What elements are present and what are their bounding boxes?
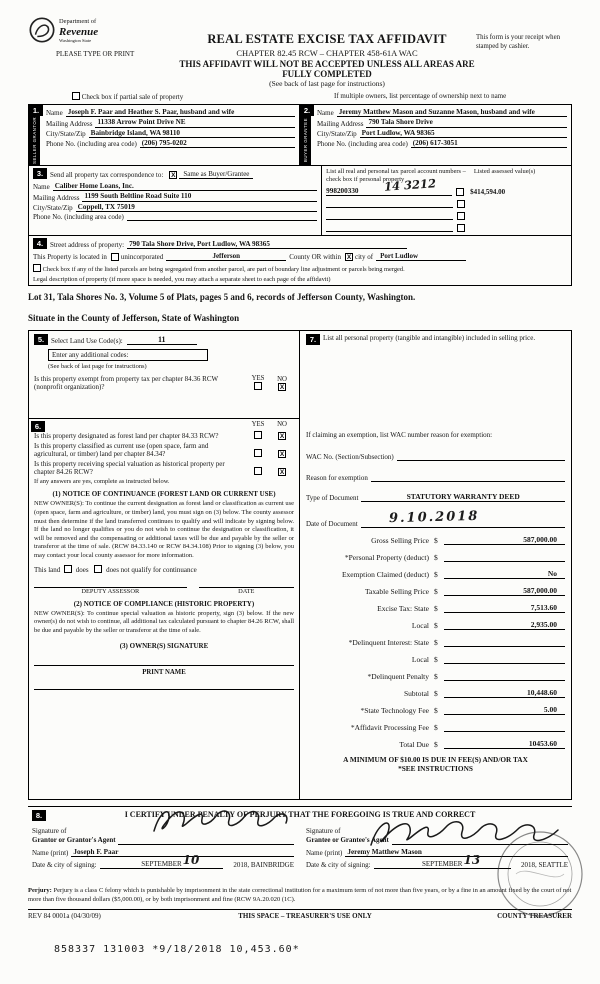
- corr-mailing-label: Mailing Address: [33, 193, 80, 202]
- grantor-signing-block: [32, 827, 306, 869]
- same-as-buyer-label: Same as Buyer/Grantee: [179, 170, 253, 179]
- dollar-sign: $: [434, 740, 438, 749]
- unincorporated-checkbox[interactable]: [111, 253, 119, 261]
- money-row: Total Due $ 10453.60: [306, 732, 565, 749]
- segregated-checkbox[interactable]: [33, 264, 41, 272]
- delinquent-interest-state-field[interactable]: [444, 637, 565, 647]
- perjury-label: Perjury:: [28, 887, 52, 894]
- title-block: [178, 16, 476, 92]
- county-treasurer-label: COUNTY TREASURER: [497, 911, 572, 920]
- legal-description-text: Lot 31, Tala Shores No. 3, Volume 5 of Plats, pages 5 and 6, records of Jefferson County, Washington.: [28, 292, 416, 302]
- money-row: Taxable Selling Price $ 587,000.00: [306, 579, 565, 596]
- multiple-owners-note: If multiple owners, list percentage of ownership next to name: [334, 92, 507, 100]
- grantor-name-print-label: Name (print): [32, 848, 69, 857]
- no-header: NO: [277, 421, 287, 428]
- parcel-row: [326, 196, 567, 208]
- cashier-receipt-stamp: 858337 131003 *9/18/2018 10,453.60*: [54, 944, 300, 955]
- buyer-phone-label: Phone No. (including area code): [317, 140, 408, 149]
- money-row: *State Technology Fee $ 5.00: [306, 698, 565, 715]
- logo-revenue: Revenue: [59, 25, 99, 38]
- city-checkbox[interactable]: X: [346, 254, 352, 261]
- does-checkbox[interactable]: [64, 565, 72, 573]
- if-yes-note: If any answers are yes, complete as instructed below.: [34, 478, 170, 486]
- receipt-note: This form is your receipt when stamped by cashier.: [476, 34, 560, 50]
- parcel-personal-checkbox-3[interactable]: [457, 212, 465, 220]
- parcel-handwritten: 14 3212: [383, 176, 437, 194]
- columns: [28, 330, 572, 800]
- this-land-label: This land: [34, 565, 61, 574]
- buyer-box: [300, 104, 572, 166]
- grantor-name-field[interactable]: Joseph F. Paar: [71, 848, 294, 857]
- total-due-field[interactable]: 10453.60: [444, 739, 565, 749]
- gross-selling-price-field[interactable]: 587,000.00: [444, 535, 565, 545]
- seller-side-label: SELLER GRANTOR: [29, 115, 40, 165]
- dollar-sign: $: [434, 723, 438, 732]
- money-row: *Personal Property (deduct) $: [306, 545, 565, 562]
- money-row: Subtotal $ 10,448.60: [306, 681, 565, 698]
- does-not-checkbox[interactable]: [94, 565, 102, 573]
- corr-city-field[interactable]: Coppell, TX 75019: [76, 203, 318, 212]
- seller-city-label: City/State/Zip: [46, 129, 86, 138]
- grantor-date-field[interactable]: SEPTEMBER 10: [100, 860, 224, 869]
- deputy-assessor-label: DEPUTY ASSESSOR: [81, 587, 140, 595]
- please-type-label: PLEASE TYPE OR PRINT: [56, 50, 135, 58]
- grantee-signature-line[interactable]: [392, 833, 568, 845]
- dollar-sign: $: [434, 655, 438, 664]
- street-address-field[interactable]: 790 Tala Shore Drive, Port Ludlow, WA 98365: [127, 240, 407, 249]
- excise-tax-state-field[interactable]: 7,513.60: [444, 603, 565, 613]
- form-warning: THIS AFFIDAVIT WILL NOT BE ACCEPTED UNLESS ALL AREAS ARE FULLY COMPLETED: [179, 59, 475, 79]
- section5: [29, 331, 299, 419]
- money-row: Excise Tax: State $ 7,513.60: [306, 596, 565, 613]
- reason-exemption-field[interactable]: [371, 472, 565, 482]
- money-row: Gross Selling Price $ 587,000.00: [306, 528, 565, 545]
- dollar-sign: $: [434, 689, 438, 698]
- buyer-phone-field[interactable]: (206) 617-3051: [411, 139, 567, 148]
- notice2-body: NEW OWNER(S): To continue special valuation as historic property, sign (3) below. If the new owner(s) do not wish to continue, all additional tax calculated pursuant to chapter 84.26 RCW, shall be due and payable by the seller or transferor at the time of sale.: [34, 609, 294, 634]
- grantee-date-field[interactable]: SEPTEMBER 13: [374, 860, 511, 869]
- city-of-label: city of: [355, 253, 374, 261]
- parcel-personal-checkbox-1[interactable]: [456, 188, 464, 196]
- does-not-label: does not qualify for continuance: [106, 565, 197, 574]
- grantee-day-handwritten: 13: [463, 852, 481, 867]
- dollar-sign: $: [434, 604, 438, 613]
- section8-badge: 8.: [32, 810, 46, 821]
- section1-badge: 1.: [29, 105, 43, 116]
- grantor-sig-label-1: Signature of: [32, 827, 67, 835]
- corr-mailing-field[interactable]: 1199 South Beltline Road Suite 110: [82, 192, 317, 201]
- buyer-mailing-label: Mailing Address: [317, 119, 364, 128]
- land-use-label: Select Land Use Code(s):: [51, 337, 123, 345]
- exempt-no-checkbox[interactable]: X: [279, 384, 285, 391]
- parcel-personal-checkbox-4[interactable]: [457, 224, 465, 232]
- parties: [28, 104, 572, 166]
- exemption-claimed-field[interactable]: No: [444, 569, 565, 579]
- section5-badge: 5.: [34, 334, 48, 345]
- reason-exemption-label: Reason for exemption: [306, 474, 368, 482]
- section8: [28, 806, 572, 882]
- taxable-selling-price-field[interactable]: 587,000.00: [444, 586, 565, 596]
- no-header: NO: [277, 376, 287, 383]
- dollar-sign: $: [434, 570, 438, 579]
- parcel-number-field-4[interactable]: [326, 222, 453, 232]
- minimum-fee-note: A MINIMUM OF $10.00 IS DUE IN FEE(S) AND/OR TAX: [343, 755, 528, 764]
- seller-mailing-label: Mailing Address: [46, 119, 93, 128]
- grantee-name-field[interactable]: Jeremy Matthew Mason: [345, 848, 568, 857]
- notice1-body: NEW OWNER(S): To continue the current designation as forest land or classification as current use (open space, farm and agriculture, or timber) land, you must sign on (3) below. The county assessor must then determine if the land transferred continues to qualify and will indicate by signing below. If the land no longer qualifies or you do not wish to continue the designation or classification, it will be removed and the compensating or additional taxes will be due and payable by the seller or transferor at the time of sale. (RCW 84.33.140 or RCW 84.34.108) Prior to signing (3) below, you may contact your local county assessor for more information.: [34, 500, 294, 559]
- grantor-sig-label-2: Grantor or Grantor's Agent: [32, 835, 116, 844]
- county-or-label: County OR within: [289, 253, 341, 261]
- parcel-numbers-header: List all real and personal tax parcel account numbers – check box if personal property: [326, 168, 466, 183]
- money-row: *Delinquent Interest: State $: [306, 630, 565, 647]
- buyer-name-label: Name: [317, 109, 334, 118]
- buyer-side-label: BUYER GRANTEE: [300, 115, 311, 165]
- delinquent-interest-local-field[interactable]: [444, 654, 565, 664]
- parcel-row: [326, 176, 567, 196]
- affidavit-form: [28, 16, 572, 920]
- subtotal-field[interactable]: 10,448.60: [444, 688, 565, 698]
- grantor-signature-line[interactable]: [118, 833, 294, 845]
- perjury-note: [28, 887, 572, 905]
- land-use-code-field[interactable]: 11: [127, 335, 197, 345]
- certify-statement: I CERTIFY UNDER PENALTY OF PERJURY THAT THE FOREGOING IS TRUE AND CORRECT: [124, 810, 476, 819]
- seller-phone-label: Phone No. (including area code): [46, 140, 137, 149]
- dollar-sign: $: [434, 638, 438, 647]
- left-column: [29, 331, 300, 799]
- street-address-label: Street address of property:: [50, 241, 125, 249]
- yes-header: YES: [251, 375, 265, 382]
- logo-dept: Department of: [59, 17, 97, 25]
- partial-sale-label: Check box if partial sale of property: [81, 93, 184, 101]
- state-technology-fee-field[interactable]: 5.00: [444, 705, 565, 715]
- print-name-label: PRINT NAME: [142, 669, 186, 677]
- section7: [300, 331, 571, 799]
- money-row: Local $: [306, 647, 565, 664]
- money-row: *Affidavit Processing Fee $: [306, 715, 565, 732]
- owner-print-name-line[interactable]: [34, 689, 294, 690]
- seller-phone-field[interactable]: (206) 795-0202: [140, 139, 295, 148]
- assessed-value-1: $414,594.00: [470, 188, 506, 196]
- section5-see-back: (See back of last page for instructions): [48, 363, 147, 370]
- section6-badge: 6.: [31, 421, 45, 432]
- section7-badge: 7.: [306, 334, 320, 345]
- dor-logo-icon: [28, 16, 56, 44]
- personal-property-blank[interactable]: [306, 345, 565, 431]
- located-in-label: This Property is located in: [33, 253, 107, 261]
- historic-no-checkbox[interactable]: X: [279, 469, 285, 477]
- exemption-claim-label: If claiming an exemption, list WAC number reason for exemption:: [306, 431, 493, 439]
- buyer-mailing-field[interactable]: 790 Tala Shore Drive: [366, 118, 567, 127]
- money-row: Exemption Claimed (deduct) $ No: [306, 562, 565, 579]
- seller-name-field[interactable]: Joseph F. Paar and Heather S. Paar, husband and wife: [66, 108, 295, 117]
- grantee-sig-label-1: Signature of: [306, 827, 341, 835]
- exempt-yes-checkbox[interactable]: [254, 382, 262, 390]
- partial-sale-checkbox[interactable]: [72, 92, 80, 100]
- corr-name-label: Name: [33, 183, 50, 192]
- logo-block: [28, 16, 178, 92]
- grantor-date-label: Date & city of signing:: [32, 860, 97, 869]
- grantee-date-label: Date & city of signing:: [306, 860, 371, 869]
- forest-yes-checkbox[interactable]: [254, 431, 262, 439]
- buyer-city-field[interactable]: Port Ludlow, WA 98365: [360, 129, 567, 138]
- historic-question: Is this property receiving special valuation as historical property per chapter 84.26 RCW?: [34, 460, 225, 477]
- section3: [28, 166, 572, 236]
- parcel-number-field-3[interactable]: [326, 210, 453, 220]
- money-row: Local $ 2,935.00: [306, 613, 565, 630]
- partial-sale-row: [28, 92, 572, 104]
- corr-phone-field[interactable]: [127, 220, 317, 221]
- seller-mailing-field[interactable]: 11338 Arrow Point Drive NE: [95, 118, 295, 127]
- owners-signature-title: (3) OWNER(S) SIGNATURE: [119, 642, 209, 651]
- section6: [29, 419, 299, 799]
- exempt-question: Is this property exempt from property tax per chapter 84.36 RCW (nonprofit organization)?: [34, 375, 218, 391]
- doc-date-label: Date of Document: [306, 520, 358, 528]
- dollar-sign: $: [434, 621, 438, 630]
- wac-label: WAC No. (Section/Subsection): [306, 453, 394, 461]
- parcel-number-field-2[interactable]: [326, 198, 453, 208]
- doc-type-label: Type of Document: [306, 494, 359, 502]
- historic-yes-checkbox[interactable]: [254, 467, 262, 475]
- logo-state: Washington State: [59, 37, 92, 43]
- grantee-name-print-label: Name (print): [306, 848, 343, 857]
- affidavit-processing-fee-field[interactable]: [444, 722, 565, 732]
- city-name-field[interactable]: Port Ludlow: [376, 252, 466, 261]
- dollar-sign: $: [434, 706, 438, 715]
- header: [28, 16, 572, 92]
- buyer-city-label: City/State/Zip: [317, 129, 357, 138]
- legal-block: [28, 286, 572, 330]
- parcel-personal-checkbox-2[interactable]: [457, 200, 465, 208]
- wac-field[interactable]: [397, 451, 565, 461]
- dollar-sign: $: [434, 553, 438, 562]
- current-no-checkbox[interactable]: X: [279, 451, 285, 459]
- same-as-buyer-checkbox[interactable]: X: [171, 172, 176, 179]
- form-title: REAL ESTATE EXCISE TAX AFFIDAVIT: [207, 32, 447, 46]
- section2-badge: 2.: [300, 105, 314, 116]
- section4-badge: 4.: [33, 238, 47, 249]
- personal-property-label: List all personal property (tangible and intangible) included in selling price.: [323, 334, 536, 342]
- delinquent-penalty-field[interactable]: [444, 671, 565, 681]
- section3-right: [321, 166, 571, 235]
- county-field[interactable]: Jefferson: [166, 252, 286, 261]
- legal-description-label: Legal description of property (if more space is needed, you may attach a separate sheet to each page of the affidavit): [33, 276, 331, 283]
- grantor-date-rest: 2018, BAINBRIDGE: [233, 860, 294, 869]
- date-label: DATE: [238, 587, 255, 595]
- assessed-values-header: Listed assessed value(s): [473, 168, 536, 175]
- situate-text: Situate in the County of Jefferson, State of Washington: [28, 313, 240, 323]
- current-yes-checkbox[interactable]: [254, 449, 262, 457]
- dollar-sign: $: [434, 587, 438, 596]
- corr-name-field[interactable]: Caliber Home Loans, Inc.: [53, 182, 317, 191]
- doc-date-field[interactable]: [361, 508, 565, 528]
- see-instructions-note: *SEE INSTRUCTIONS: [398, 764, 473, 773]
- owner-signature-line[interactable]: [34, 665, 294, 666]
- notice2-title: (2) NOTICE OF COMPLIANCE (HISTORIC PROPERTY): [73, 599, 255, 608]
- grantee-date-rest: 2018, SEATTLE: [520, 860, 568, 869]
- doc-type-field[interactable]: STATUTORY WARRANTY DEED: [361, 492, 565, 502]
- section3-left: [29, 166, 321, 235]
- personal-property-deduct-field[interactable]: [444, 552, 565, 562]
- additional-codes-box[interactable]: Enter any additional codes:: [48, 349, 208, 361]
- section3-badge: 3.: [33, 168, 47, 179]
- footer-row: [28, 909, 572, 920]
- forest-no-checkbox[interactable]: X: [279, 433, 285, 441]
- current-use-question: Is this property classified as current use (open space, farm and agricultural, or timber) land per chapter 84.34?: [34, 442, 209, 459]
- dollar-sign: $: [434, 672, 438, 681]
- doc-date-handwritten: 9.10.2018: [388, 508, 480, 527]
- dollar-sign: $: [434, 536, 438, 545]
- buyer-name-field[interactable]: Jeremy Matthew Mason and Suzanne Mason, husband and wife: [337, 108, 567, 117]
- form-see-back: (See back of last page for instructions): [269, 79, 385, 88]
- segregated-label: Check box if any of the listed parcels are being segregated from another parcel, are part of boundary line adjustment or parcels being merged.: [42, 266, 405, 273]
- section4: [28, 236, 572, 286]
- form-chapter: CHAPTER 82.45 RCW – CHAPTER 458-61A WAC: [236, 48, 418, 58]
- money-row: *Delinquent Penalty $: [306, 664, 565, 681]
- forest-question: Is this property designated as forest land per chapter 84.33 RCW?: [34, 432, 219, 441]
- grantee-sig-label-2: Grantee or Grantee's Agent: [306, 835, 389, 844]
- grantee-signing-block: [306, 827, 568, 869]
- corr-city-label: City/State/Zip: [33, 203, 73, 212]
- notice1-title: (1) NOTICE OF CONTINUANCE (FOREST LAND OR CURRENT USE): [52, 490, 276, 499]
- does-label: does: [75, 565, 89, 574]
- seller-city-field[interactable]: Bainbridge Island, WA 98110: [89, 129, 295, 138]
- seller-box: [28, 104, 300, 166]
- parcel-row: [326, 208, 567, 220]
- yes-header: YES: [251, 421, 265, 428]
- send-correspondence-label: Send all property tax correspondence to:: [50, 171, 164, 179]
- perjury-body: Perjury is a class C felony which is punishable by imprisonment in the state correctional institution for a maximum term of not more than five years, or by a fine in an amount fixed by the court of not more than five thousand dollars ($5,000.00), or by both imprisonment and fine (RCW 9A.20.020 (1C).: [28, 887, 572, 903]
- treasurer-space-label: THIS SPACE – TREASURER'S USE ONLY: [238, 911, 372, 920]
- rev-number: REV 84 0001a (04/30/09): [28, 911, 101, 920]
- parcel-row: [326, 220, 567, 232]
- parcel-number-field[interactable]: 998200330 14 3212: [326, 187, 452, 196]
- grantor-day-handwritten: 10: [182, 852, 200, 867]
- seller-name-label: Name: [46, 109, 63, 118]
- unincorporated-label: unincorporated: [120, 253, 164, 261]
- corr-phone-label: Phone No. (including area code): [33, 212, 124, 221]
- excise-tax-local-field[interactable]: 2,935.00: [444, 620, 565, 630]
